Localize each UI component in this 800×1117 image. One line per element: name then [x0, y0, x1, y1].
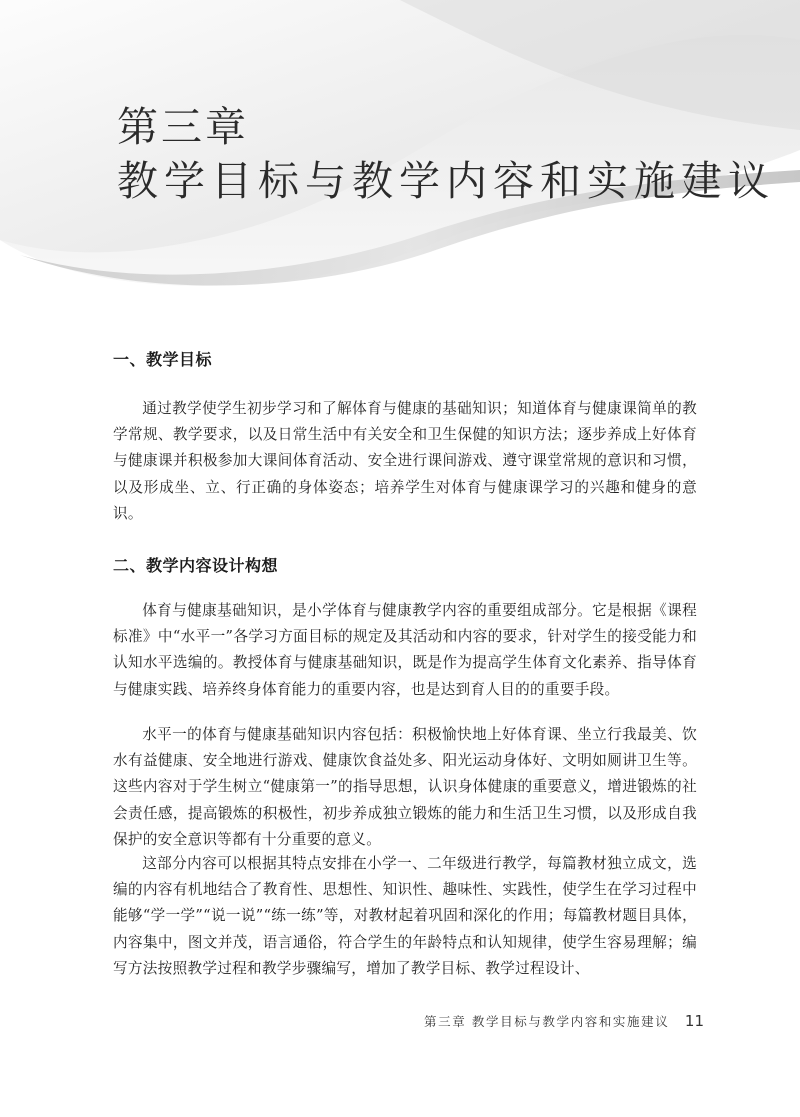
chapter-number: 第三章 [117, 103, 249, 151]
chapter-subtitle: 教学目标与教学内容和实施建议 [117, 157, 775, 205]
section-heading-teaching-goals: 一、教学目标 [113, 350, 213, 369]
paragraph-content-design-1: 体育与健康基础知识，是小学体育与健康教学内容的重要组成部分。它是根据《课程标准》中“水平一”各学习方面目标的规定及其活动和内容的要求，针对学生的接受能力和认知水平选编的。教授体育与健康基础知识，既是作为提高学生体育文化素养、指导体育与健康实践、培养终身体育能力的重要内容，也是达到育人目的的重要手段。 [113, 602, 697, 698]
paragraph-content-design-3: 这部分内容可以根据其特点安排在小学一、二年级进行教学，每篇教材独立成文，选编的内容有机地结合了教育性、思想性、知识性、趣味性、实践性，使学生在学习过程中能够“学一学”“说一说”“练一练”等，对教材起着巩固和深化的作用；每篇教材题目具体，内容集中，图文并茂，语言通俗，符合学生的年龄特点和认知规律，使学生容易理解；编写方法按照教学过程和教学步骤编写，增加了教学目标、教学过程设计、 [113, 855, 697, 977]
page-number: 11 [684, 1012, 704, 1030]
chapter-title [117, 100, 775, 208]
paragraph-teaching-goals: 通过教学使学生初步学习和了解体育与健康的基础知识；知道体育与健康课简单的教学常规、教学要求，以及日常生活中有关安全和卫生保健的知识方法；逐步养成上好体育与健康课并积极参加大课间体育活动、安全进行课间游戏、遵守课堂常规的意识和习惯，以及形成坐、立、行正确的身体姿态；培养学生对体育与健康课学习的兴趣和健身的意识。 [113, 400, 697, 522]
paragraph-content-design-2: 水平一的体育与健康基础知识内容包括：积极愉快地上好体育课、坐立行我最美、饮水有益健康、安全地进行游戏、健康饮食益处多、阳光运动身体好、文明如厕讲卫生等。这些内容对于学生树立“健康第一”的指导思想，认识身体健康的重要意义，增进锻炼的社会责任感，提高锻炼的积极性，初步养成独立锻炼的能力和生活卫生习惯，以及形成自我保护的安全意识等都有十分重要的意义。 [113, 726, 697, 848]
page-footer [424, 1012, 704, 1030]
section-heading-content-design: 二、教学内容设计构想 [113, 556, 279, 575]
footer-running-title: 第三章 教学目标与教学内容和实施建议 [424, 1014, 670, 1029]
